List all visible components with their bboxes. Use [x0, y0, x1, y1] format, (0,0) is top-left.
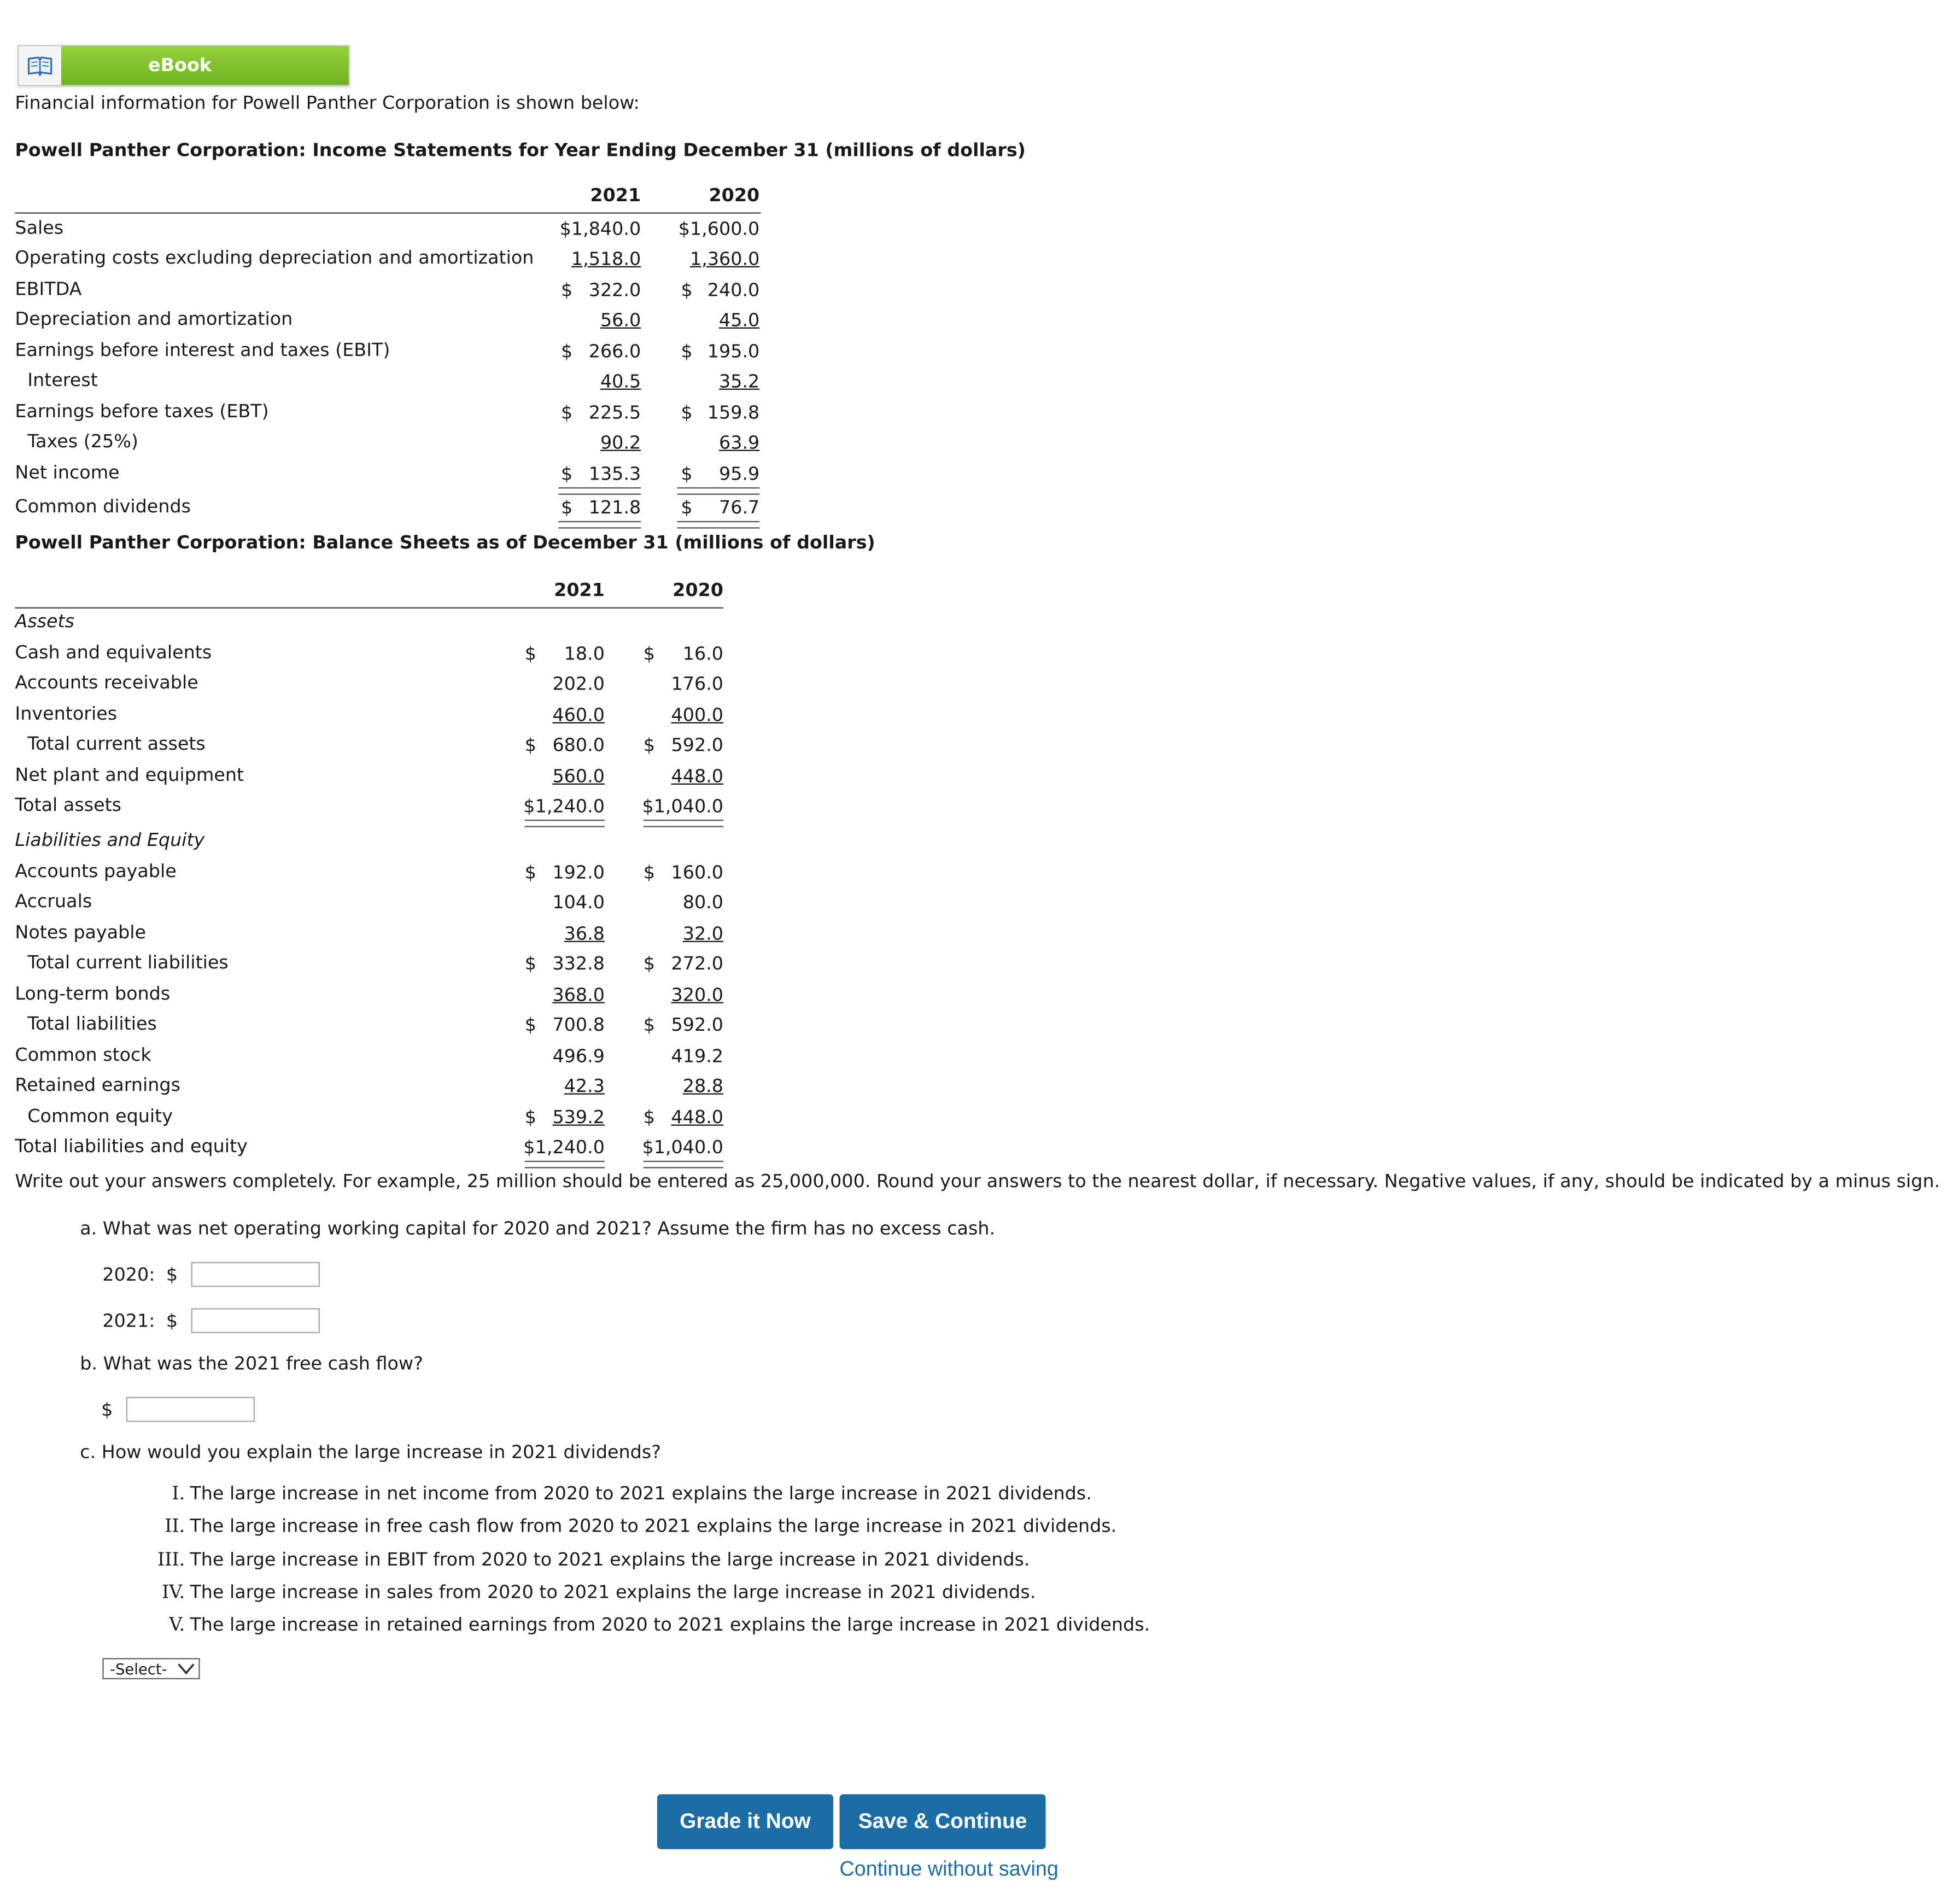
- balance-row-label: Notes payable: [15, 922, 147, 944]
- balance-row-label: Accruals: [15, 891, 92, 913]
- liabilities-heading: Liabilities and Equity: [15, 830, 205, 851]
- dollar-sign: $: [643, 643, 656, 665]
- option-numeral: V.: [169, 1614, 185, 1636]
- income-col-2020: 2020: [709, 185, 760, 207]
- income-cell-2020: 240.0: [707, 279, 760, 301]
- nowc-2021-input[interactable]: [191, 1308, 320, 1333]
- balance-cell-2020: 272.0: [671, 953, 724, 975]
- balance-cell-2021: $1,240.0: [523, 796, 605, 817]
- balance-row-label: Long-term bonds: [15, 983, 171, 1005]
- dollar-sign: $: [643, 1014, 656, 1036]
- income-cell-2020: 35.2: [719, 371, 760, 393]
- balance-cell-2020: 419.2: [671, 1046, 724, 1067]
- grade-it-now-button[interactable]: Grade it Now: [657, 1794, 833, 1849]
- assets-heading: Assets: [15, 611, 74, 633]
- income-cell-2021: 225.5: [588, 402, 641, 424]
- option-numeral: I.: [172, 1483, 185, 1505]
- balance-row-label: Inventories: [15, 703, 118, 725]
- nowc-2020-input[interactable]: [191, 1262, 320, 1287]
- income-header-rule: [15, 212, 761, 213]
- balance-cell-2021: 202.0: [552, 673, 605, 695]
- balance-col-2021: 2021: [554, 580, 605, 601]
- balance-cell-2021: 104.0: [552, 892, 605, 914]
- intro-text: Financial information for Powell Panther Corporation is shown below:: [15, 92, 640, 114]
- balance-cell-2021: 680.0: [552, 734, 605, 756]
- income-cell-2020: 45.0: [719, 309, 760, 331]
- option-numeral: IV.: [162, 1581, 185, 1603]
- instructions-text: Write out your answers completely. For example, 25 million should be entered as 25,000,000. Round your answers to the nearest dollar, if necessary. Negative values, if any, should be indicated by a minus sign.: [15, 1171, 1940, 1192]
- fcf-2021-input[interactable]: [126, 1397, 255, 1422]
- label-2021: 2021:: [102, 1310, 155, 1332]
- dollar-sign: $: [524, 953, 536, 975]
- income-cell-2020: 195.0: [707, 341, 760, 363]
- select-value: -Select-: [110, 1660, 167, 1678]
- balance-cell-2020: 448.0: [671, 1107, 724, 1129]
- dollar-sign-2020: $: [166, 1264, 178, 1286]
- balance-cell-2021: 332.8: [552, 953, 605, 975]
- dollar-sign: $: [560, 463, 573, 485]
- balance-cell-2021: 700.8: [552, 1014, 605, 1036]
- dollar-sign: $: [643, 953, 656, 975]
- continue-without-saving-link[interactable]: Continue without saving: [839, 1858, 1059, 1880]
- balance-cell-2021: 42.3: [564, 1076, 605, 1097]
- balance-row-label: Net plant and equipment: [15, 764, 244, 786]
- balance-cell-2021: 36.8: [564, 923, 605, 945]
- option-numeral: II.: [165, 1515, 185, 1537]
- double-underline: [677, 521, 759, 529]
- option-text: The large increase in sales from 2020 to 2021 explains the large increase in 2021 dividends.: [190, 1581, 1036, 1603]
- double-underline: [525, 820, 605, 827]
- double-underline: [644, 820, 723, 827]
- balance-cell-2020: 80.0: [682, 892, 724, 914]
- income-cell-2021: 40.5: [600, 371, 641, 393]
- double-underline: [558, 521, 641, 529]
- question-b-text: b. What was the 2021 free cash flow?: [80, 1353, 423, 1375]
- dollar-sign: $: [524, 1107, 536, 1129]
- income-row-label: Sales: [15, 217, 64, 239]
- balance-cell-2020: $1,040.0: [642, 796, 724, 817]
- income-row-label: Interest: [27, 370, 98, 392]
- income-cell-2021: 135.3: [588, 463, 641, 485]
- balance-cell-2020: 160.0: [671, 862, 724, 884]
- option-text: The large increase in EBIT from 2020 to 2021 explains the large increase in 2021 dividends.: [190, 1549, 1030, 1571]
- balance-cell-2020: 16.0: [682, 643, 724, 665]
- income-cell-2021: 322.0: [588, 279, 641, 301]
- income-cell-2020: 63.9: [719, 432, 760, 454]
- balance-cell-2021: 539.2: [552, 1107, 605, 1129]
- ebook-label: eBook: [61, 46, 349, 85]
- dollar-sign-2021: $: [166, 1310, 178, 1332]
- balance-cell-2020: 28.8: [682, 1076, 724, 1097]
- balance-cell-2020: $1,040.0: [642, 1137, 724, 1159]
- question-a-text: a. What was net operating working capital for 2020 and 2021? Assume the firm has no excess cash.: [80, 1218, 996, 1240]
- balance-cell-2021: 368.0: [552, 984, 605, 1006]
- balance-row-label: Retained earnings: [15, 1074, 180, 1096]
- income-cell-2021: 266.0: [588, 341, 641, 363]
- balance-row-label: Total assets: [15, 795, 122, 816]
- balance-row-label: Total liabilities and equity: [15, 1136, 248, 1157]
- dollar-sign: $: [560, 402, 573, 424]
- balance-cell-2020: 400.0: [671, 704, 724, 726]
- chevron-down-icon: [177, 1662, 195, 1675]
- income-row-label: Operating costs excluding depreciation and amortization: [15, 247, 534, 269]
- income-row-label: EBITDA: [15, 278, 82, 300]
- balance-row-label: Cash and equivalents: [15, 642, 212, 664]
- balance-cell-2020: 592.0: [671, 1014, 724, 1036]
- income-cell-2021: $1,840.0: [559, 218, 641, 240]
- open-book-icon: [19, 46, 61, 85]
- double-underline: [558, 487, 641, 495]
- balance-cell-2020: 320.0: [671, 984, 724, 1006]
- dollar-sign: $: [643, 1107, 656, 1129]
- option-text: The large increase in retained earnings from 2020 to 2021 explains the large increase in 2021 dividends.: [190, 1614, 1150, 1636]
- income-row-label: Net income: [15, 462, 120, 484]
- balance-row-label: Accounts receivable: [15, 672, 198, 694]
- dollar-sign-fcf: $: [101, 1399, 113, 1421]
- income-row-label: Earnings before interest and taxes (EBIT): [15, 340, 390, 361]
- label-2020: 2020:: [102, 1264, 155, 1286]
- income-row-label: Taxes (25%): [27, 431, 138, 453]
- income-cell-2020: 95.9: [719, 463, 760, 485]
- dollar-sign: $: [524, 1014, 536, 1036]
- dollar-sign: $: [524, 734, 536, 756]
- option-numeral: III.: [157, 1549, 185, 1571]
- dollar-sign: $: [524, 862, 536, 884]
- balance-cell-2021: 560.0: [552, 766, 605, 787]
- income-cell-2021: 121.8: [588, 497, 641, 519]
- balance-row-label: Common equity: [27, 1106, 173, 1128]
- balance-cell-2020: 592.0: [671, 734, 724, 756]
- balance-cell-2020: 176.0: [671, 673, 724, 695]
- double-underline: [644, 1161, 723, 1169]
- explanation-select[interactable]: [102, 1658, 200, 1679]
- income-cell-2020: 159.8: [707, 402, 760, 424]
- option-text: The large increase in free cash flow from 2020 to 2021 explains the large increase in 2021 dividends.: [190, 1515, 1117, 1537]
- save-continue-button[interactable]: Save & Continue: [840, 1794, 1046, 1849]
- income-statement-title: Powell Panther Corporation: Income Statements for Year Ending December 31 (millions of dollars): [15, 139, 1026, 161]
- income-row-label: Earnings before taxes (EBT): [15, 401, 269, 423]
- income-cell-2020: 76.7: [719, 497, 760, 519]
- balance-cell-2021: $1,240.0: [523, 1137, 605, 1159]
- dollar-sign: $: [560, 497, 573, 519]
- dollar-sign: $: [681, 341, 693, 363]
- income-cell-2020: 1,360.0: [689, 248, 760, 270]
- option-text: The large increase in net income from 2020 to 2021 explains the large increase in 2021 dividends.: [190, 1483, 1092, 1505]
- dollar-sign: $: [560, 279, 573, 301]
- dollar-sign: $: [681, 279, 693, 301]
- balance-cell-2021: 192.0: [552, 862, 605, 884]
- balance-row-label: Total current assets: [27, 733, 206, 755]
- double-underline: [525, 1161, 605, 1169]
- balance-row-label: Total current liabilities: [27, 952, 229, 974]
- balance-cell-2021: 460.0: [552, 704, 605, 726]
- balance-row-label: Common stock: [15, 1044, 151, 1066]
- balance-sheet-title: Powell Panther Corporation: Balance Sheets as of December 31 (millions of dollars): [15, 532, 875, 554]
- dollar-sign: $: [681, 497, 693, 519]
- balance-col-2020: 2020: [673, 580, 724, 601]
- dollar-sign: $: [560, 341, 573, 363]
- dollar-sign: $: [681, 402, 693, 424]
- balance-cell-2021: 18.0: [564, 643, 605, 665]
- balance-cell-2021: 496.9: [552, 1046, 605, 1067]
- dollar-sign: $: [643, 862, 656, 884]
- income-cell-2021: 1,518.0: [571, 248, 641, 270]
- double-underline: [677, 487, 759, 495]
- income-col-2021: 2021: [590, 185, 641, 207]
- balance-row-label: Accounts payable: [15, 861, 177, 883]
- balance-header-rule: [15, 608, 723, 609]
- ebook-button[interactable]: [17, 45, 350, 86]
- dollar-sign: $: [643, 734, 656, 756]
- income-cell-2021: 90.2: [600, 432, 641, 454]
- dollar-sign: $: [524, 643, 536, 665]
- income-row-label: Common dividends: [15, 496, 191, 517]
- balance-cell-2020: 32.0: [682, 923, 724, 945]
- income-cell-2020: $1,600.0: [678, 218, 760, 240]
- income-cell-2021: 56.0: [600, 309, 641, 331]
- balance-row-label: Total liabilities: [27, 1013, 157, 1035]
- income-row-label: Depreciation and amortization: [15, 308, 293, 330]
- dollar-sign: $: [681, 463, 693, 485]
- question-c-text: c. How would you explain the large increase in 2021 dividends?: [80, 1441, 661, 1463]
- balance-cell-2020: 448.0: [671, 766, 724, 787]
